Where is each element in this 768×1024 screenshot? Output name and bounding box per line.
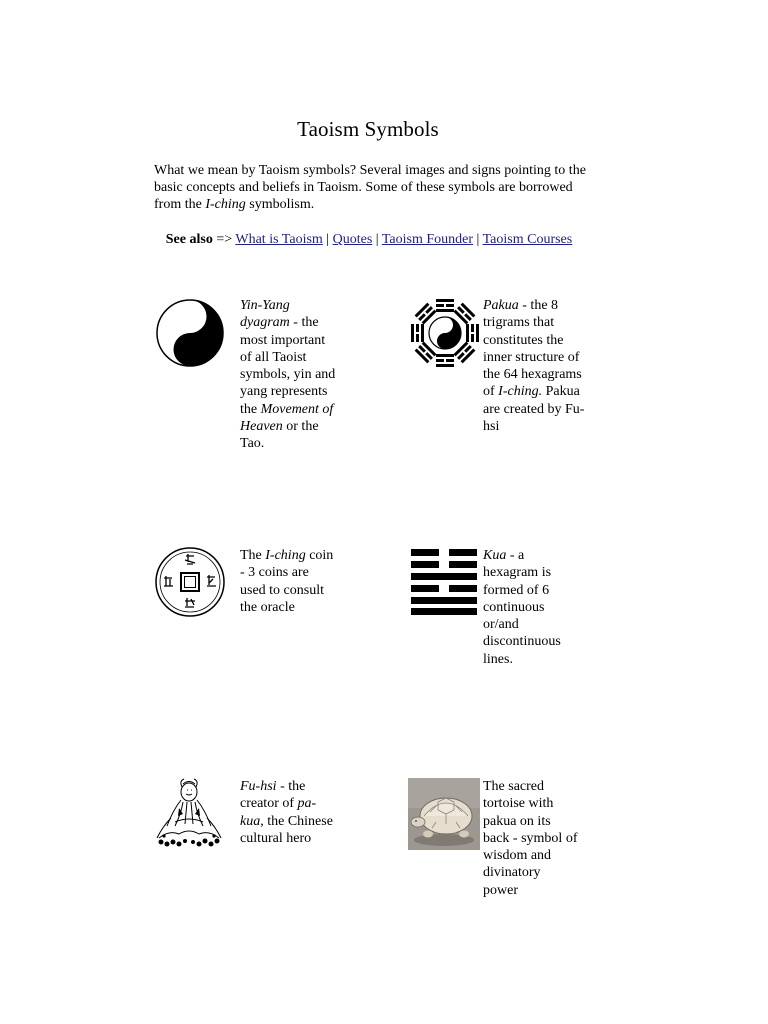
link-separator: | xyxy=(372,232,382,247)
i-ching-coin-description xyxy=(240,547,336,616)
see-also-label: See also xyxy=(165,232,213,247)
see-also-arrow: => xyxy=(212,232,236,247)
pakua-description xyxy=(483,297,585,435)
item-italic: Pakua xyxy=(483,298,519,313)
item-text: The xyxy=(240,548,266,563)
link-separator: | xyxy=(473,232,483,247)
page-title: Taoism Symbols xyxy=(297,117,439,141)
item-text: coin - 3 coins are used to consult the oracle xyxy=(240,548,334,615)
fu-hsi-description xyxy=(240,778,336,847)
link-separator: | xyxy=(322,232,333,247)
item-italic: I-ching. xyxy=(498,384,543,400)
yin-yang-description xyxy=(240,297,336,453)
kua-description xyxy=(483,547,579,668)
item-text: - the most important of all Taoist symbols, yin and yang represents the xyxy=(240,315,336,417)
item-text: - a hexagram is formed of 6 continuous or/and discontinuous lines. xyxy=(483,548,561,667)
item-italic: Yin-Yang dyagram xyxy=(240,298,290,331)
yin-yang-icon xyxy=(154,297,226,369)
hexagram-icon xyxy=(411,548,477,616)
tortoise-icon xyxy=(408,778,480,850)
see-also-line xyxy=(154,231,584,248)
tortoise-description: The sacred tortoise with pakua on its back - symbol of wisdom and divinatory power xyxy=(483,779,578,898)
link-taoism-founder[interactable]: Taoism Founder xyxy=(381,232,474,247)
item-text: - the 8 trigrams that constitutes the inner structure of the 64 hexagrams of xyxy=(483,298,582,400)
intro-paragraph xyxy=(154,162,594,213)
item-italic: Movement of Heaven xyxy=(240,401,334,435)
i-ching-coin-icon xyxy=(154,546,226,618)
intro-text-2: symbolism. xyxy=(245,197,315,212)
item-italic: Kua xyxy=(483,548,507,563)
item-italic: Fu-hsi xyxy=(240,779,277,794)
fu-hsi-icon xyxy=(153,778,225,850)
link-taoism-courses[interactable]: Taoism Courses xyxy=(482,232,573,247)
item-italic: pa-kua xyxy=(240,796,317,829)
intro-italic: I-ching xyxy=(205,197,246,212)
pakua-icon xyxy=(409,297,481,369)
link-what-is-taoism[interactable]: What is Taoism xyxy=(235,232,323,247)
link-quotes[interactable]: Quotes xyxy=(332,232,373,247)
item-italic: I-ching xyxy=(265,548,306,563)
item-text: , the Chinese cultural hero xyxy=(240,813,333,846)
item-text: - the creator of xyxy=(240,779,306,812)
intro-text-1: What we mean by Taoism symbols? Several images and signs pointing to the basic concepts and beliefs in Taoism. Some of these symbols are borrowed from the xyxy=(154,163,586,212)
item-text: or the Tao. xyxy=(240,419,319,452)
item-text: Pakua are created by Fu-hsi xyxy=(483,384,585,435)
